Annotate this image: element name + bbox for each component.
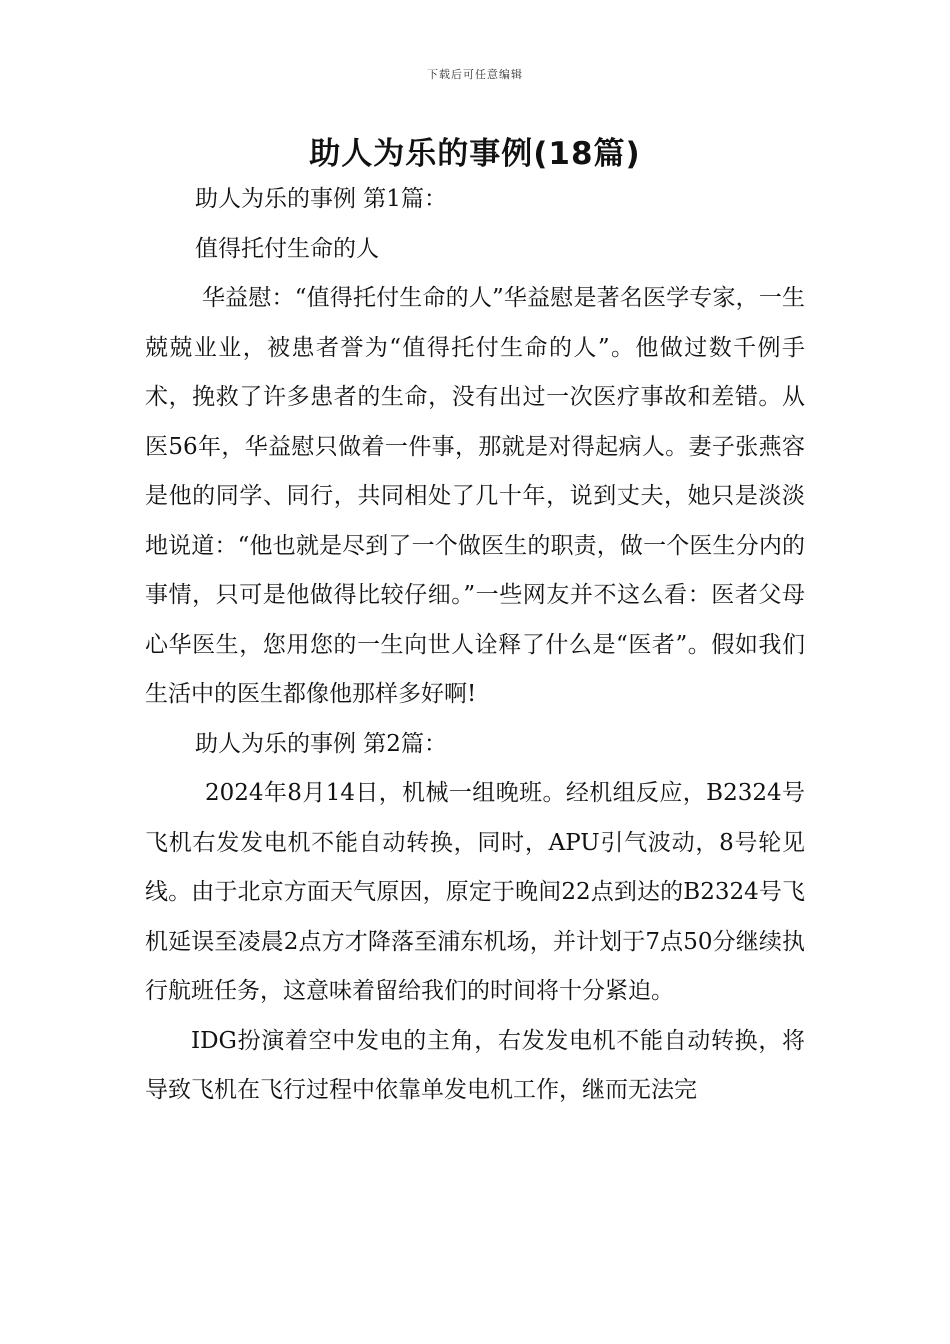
section-heading-2: 助人为乐的事例 第2篇： <box>195 730 447 757</box>
document-body <box>145 175 805 1116</box>
document-title: 助人为乐的事例(18篇) <box>309 136 641 172</box>
section-paragraph-1: 华益慰：“值得托付生命的人”华益慰是著名医学专家，一生兢兢业业，被患者誉为“值得托付生命的人”。他做过数千例手术，挽救了许多患者的生命，没有出过一次医疗事故和差错。从医56年，华益慰只做着一件事，那就是对得起病人。妻子张燕容是他的同学、同行，共同相处了几十年，说到丈夫，她只是淡淡地说道：“他也就是尽到了一个做医生的职责，做一个医生分内的事情，只可是他做得比较仔细。”一些网友并不这么看：医者父母心华医生，您用您的一生向世人诠释了什么是“医者”。假如我们生活中的医生都像他那样多好啊! <box>145 285 805 707</box>
header-note: 下载后可任意编辑 <box>427 68 523 81</box>
section-paragraph-2: 2024年8月14日，机械一组晚班。经机组反应，B2324号飞机右发发电机不能自动转换，同时，APU引气波动，8号轮见线。由于北京方面天气原因，原定于晚间22点到达的B2324号飞机延误至凌晨2点方才降落至浦东机场，并计划于7点50分继续执行航班任务，这意味着留给我们的时间将十分紧迫。 <box>145 780 805 1004</box>
section-heading-1: 助人为乐的事例 第1篇： <box>195 186 447 212</box>
section-paragraph-3: IDG扮演着空中发电的主角，右发发电机不能自动转换，将导致飞机在飞行过程中依靠单发电机工作，继而无法完 <box>145 1027 805 1103</box>
section-subtitle-1: 值得托付生命的人 <box>195 235 379 262</box>
